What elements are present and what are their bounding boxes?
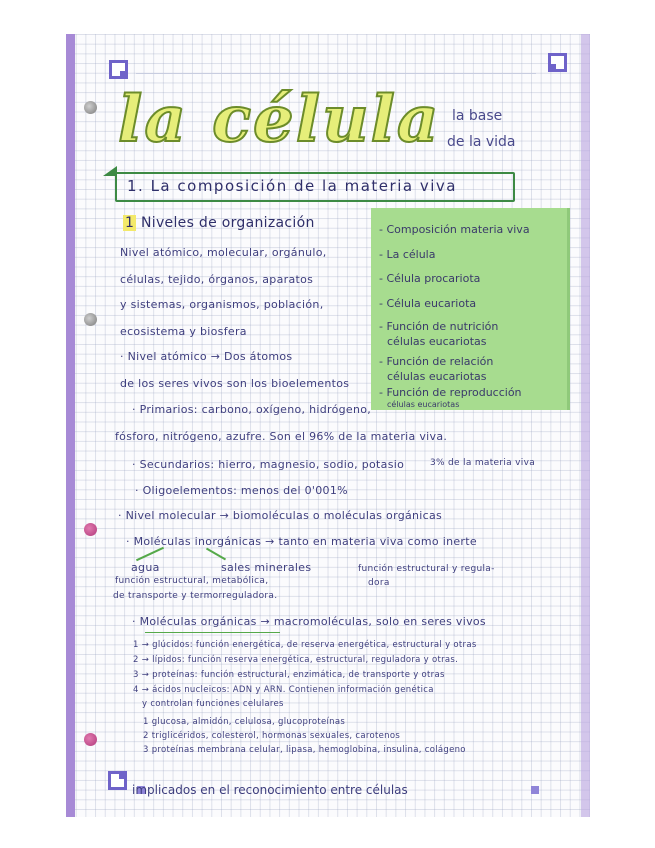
body-line: de los seres vivos son los bioelementos xyxy=(120,377,350,390)
body-line: y sistemas, organismos, población, xyxy=(120,298,324,311)
body-line: 1 glucosa, almidón, celulosa, glucoproteínas xyxy=(143,717,346,727)
binder-hole xyxy=(84,733,97,746)
body-line: · Oligoelementos: menos del 0'001% xyxy=(135,484,348,497)
body-line: 2 triglicéridos, colesterol, hormonas sexuales, carotenos xyxy=(143,731,401,741)
sidebar-item: células eucariotas xyxy=(387,335,487,348)
body-line: 4 → ácidos nucleicos: ADN y ARN. Contienen información genética xyxy=(133,685,434,695)
body-line: sales minerales xyxy=(221,561,312,574)
sidebar-item: - Función de reproducción xyxy=(379,386,522,399)
body-line: de transporte y termorreguladora. xyxy=(113,591,278,601)
body-line: 3% de la materia viva xyxy=(430,458,536,468)
body-line: fósforo, nitrógeno, azufre. Son el 96% de la materia viva. xyxy=(115,430,448,443)
corner-mark-icon xyxy=(109,60,128,79)
section-heading: 1. La composición de la materia viva xyxy=(127,177,457,195)
body-line: y controlan funciones celulares xyxy=(142,699,284,709)
body-line: células, tejido, órganos, aparatos xyxy=(120,273,314,286)
sidebar-item: - Composición materia viva xyxy=(379,223,530,236)
body-line: · Nivel molecular → biomoléculas o moléculas orgánicas xyxy=(118,509,443,522)
body-line: · Primarios: carbono, oxígeno, hidrógeno, xyxy=(132,403,372,416)
subtitle-line-1: la base xyxy=(452,108,503,124)
binder-hole xyxy=(84,523,97,536)
body-line: 3 proteínas membrana celular, lipasa, hemoglobina, insulina, colágeno xyxy=(143,745,466,755)
body-line: función estructural y regula- xyxy=(358,564,495,574)
binder-hole xyxy=(84,101,97,114)
body-line: · Moléculas orgánicas → macromoléculas, solo en seres vivos xyxy=(132,615,486,628)
bottom-line: implicados en el reconocimiento entre células xyxy=(132,783,408,797)
section-banner xyxy=(115,172,515,202)
sidebar-item: células eucariotas xyxy=(387,400,460,409)
corner-mark-icon xyxy=(548,53,567,72)
body-line: 1 → glúcidos: función energética, de reserva energética, estructural y otras xyxy=(133,640,477,650)
sidebar-item: - Célula eucariota xyxy=(379,297,477,310)
body-line: función estructural, metabólica, xyxy=(115,576,269,586)
body-line: dora xyxy=(368,578,390,588)
body-line: · Moléculas inorgánicas → tanto en materia viva como inerte xyxy=(126,535,477,548)
body-line: · Nivel atómico → Dos átomos xyxy=(120,350,293,363)
sidebar-item: células eucariotas xyxy=(387,370,487,383)
header-rule xyxy=(136,61,536,74)
sidebar-item: - La célula xyxy=(379,248,436,261)
topics-sidebar-box xyxy=(371,208,570,410)
subsection-heading: Niveles de organización xyxy=(141,215,315,231)
binder-hole xyxy=(84,313,97,326)
subsection-number: 1 xyxy=(125,215,135,231)
body-line: · Secundarios: hierro, magnesio, sodio, potasio xyxy=(132,458,405,471)
square-bullet-icon xyxy=(531,786,539,794)
sidebar-item: - Función de nutrición xyxy=(379,320,499,333)
body-line: Nivel atómico, molecular, orgánulo, xyxy=(120,246,327,259)
underline-organic xyxy=(145,632,280,633)
subtitle-line-2: de la vida xyxy=(447,134,516,150)
sidebar-item: - Célula procariota xyxy=(379,272,481,285)
left-margin-strip xyxy=(66,34,75,817)
sidebar-item: - Función de relación xyxy=(379,355,494,368)
corner-mark-icon xyxy=(108,771,127,790)
body-line: ecosistema y biosfera xyxy=(120,325,247,338)
body-line: agua xyxy=(131,561,160,574)
body-line: 2 → lípidos: función reserva energética, estructural, reguladora y otras. xyxy=(133,655,459,665)
body-line: 3 → proteínas: función estructural, enzimática, de transporte y otras xyxy=(133,670,445,680)
page-title: la célula xyxy=(118,82,441,157)
right-margin-strip xyxy=(581,34,590,817)
